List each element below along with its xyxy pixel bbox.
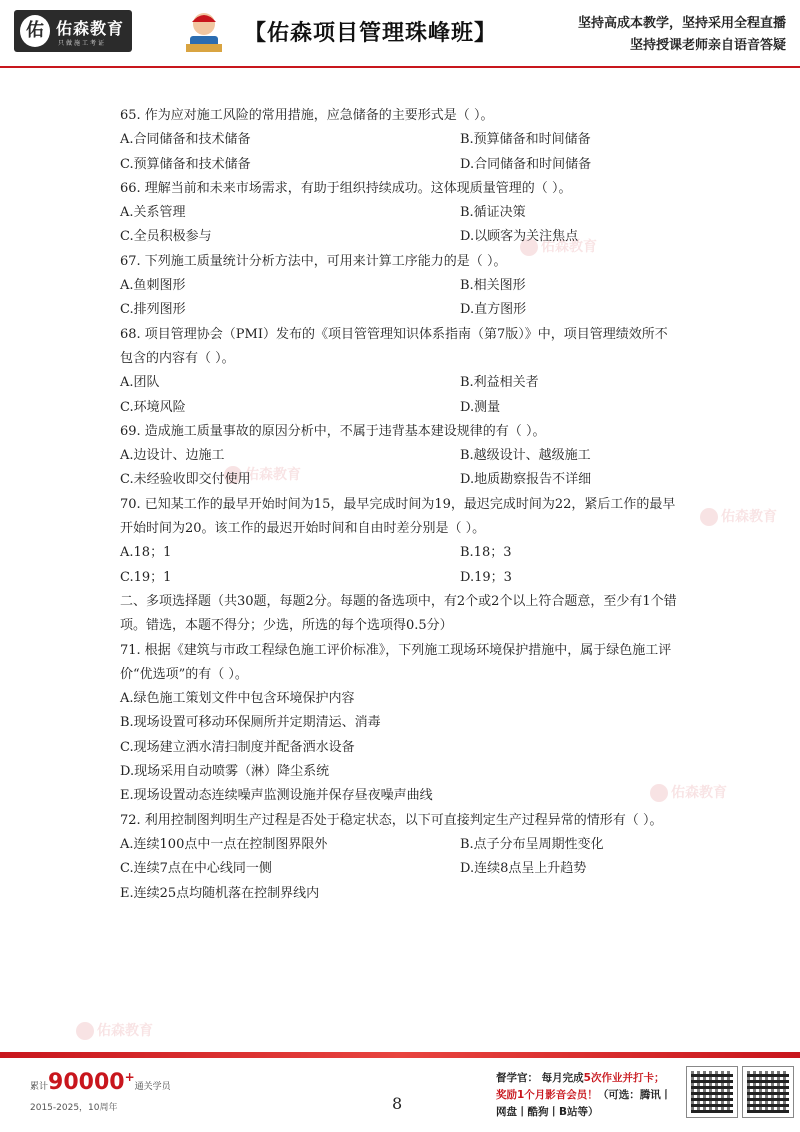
question-71-option-b: B.现场设置可移动环保厕所并定期清运、消毒 xyxy=(120,715,381,731)
footer-stat-plus: + xyxy=(124,1070,135,1084)
watermark: 佑森教育 xyxy=(650,782,727,802)
question-72-options-ab: A.连续100点中一点在控制图界限外 B.点子分布呈周期性变化 xyxy=(120,836,604,852)
question-66-stem: 66. 理解当前和未来市场需求，有助于组织持续成功。这体现质量管理的（ ）。 xyxy=(120,180,572,196)
header-slogan-1: 坚持高成本教学，坚持采用全程直播 xyxy=(577,16,786,31)
qr-code-icon[interactable] xyxy=(742,1066,794,1118)
question-content xyxy=(120,104,680,906)
watermark-logo-icon xyxy=(700,508,718,526)
question-67-options-cd: C.排列图形 D.直方图形 xyxy=(120,302,527,318)
logo-subtext: 只做施工考证 xyxy=(58,40,107,47)
logo-mark-icon: 佑 xyxy=(20,15,50,47)
watermark: 佑森教育 xyxy=(700,506,777,526)
question-71-option-c: C.现场建立洒水清扫制度并配备洒水设备 xyxy=(120,739,355,755)
header-title: 【佑森项目管理珠峰班】 xyxy=(244,21,498,46)
qr-code-icon[interactable] xyxy=(686,1066,738,1118)
footer-stats xyxy=(30,1070,171,1095)
question-68-options-cd: C.环境风险 D.测量 xyxy=(120,399,501,415)
page-number: 8 xyxy=(392,1094,403,1113)
watermark-logo-icon xyxy=(76,1022,94,1040)
brand-logo xyxy=(14,10,132,52)
mascot-icon xyxy=(180,8,228,56)
header-divider xyxy=(0,66,800,68)
question-72-option-e: E.连续25点均随机落在控制界线内 xyxy=(120,885,320,901)
question-65-options-cd: C.预算储备和技术储备 D.合同储备和时间储备 xyxy=(120,156,592,172)
question-72-stem: 72. 利用控制图判明生产过程是否处于稳定状态，以下可直接判定生产过程异常的情形有（ ）。 xyxy=(120,812,663,828)
footer-stat-prefix: 累计 xyxy=(30,1082,49,1092)
footer-stat-suffix: 通关学员 xyxy=(134,1082,171,1092)
section-2-heading: 二、多项选择题（共30题，每题2分。每题的备选项中，有2个或2个以上符合题意，至少有1个错项。错选，本题不得分；少选，所选的每个选项得0.5分） xyxy=(120,593,677,634)
question-69-options-ab: A.边设计、边施工 B.越级设计、越级施工 xyxy=(120,448,591,464)
question-71-option-d: D.现场采用自动喷雾（淋）降尘系统 xyxy=(120,764,330,780)
question-71-stem: 71. 根据《建筑与市政工程绿色施工评价标准》，下列施工现场环境保护措施中，属于绿色施工评价“优选项”的有（ ）。 xyxy=(120,642,672,682)
watermark: 佑森教育 xyxy=(76,1020,153,1040)
question-70-options-cd: C.19；1 D.19；3 xyxy=(120,569,512,585)
footer-promo: 督学官： 每月完成5次作业并打卡； 奖励1个月影音会员！（可选：腾讯丨 网盘丨酷狗丨B站等） xyxy=(496,1072,672,1118)
footer-divider xyxy=(0,1052,800,1058)
question-69-options-cd: C.未经验收即交付使用 D.地质勘察报告不详细 xyxy=(120,472,592,488)
header-slogan-2: 坚持授课老师亲自语音答疑 xyxy=(629,38,786,53)
question-72-options-cd: C.连续7点在中心线同一侧 D.连续8点呈上升趋势 xyxy=(120,861,587,877)
question-68-options-ab: A.团队 B.利益相关者 xyxy=(120,375,539,391)
question-70-options-ab: A.18；1 B.18；3 xyxy=(120,545,512,561)
question-68-stem: 68. 项目管理协会（PMI）发布的《项目管管理知识体系指南（第7版）》中，项目管理绩效所不包含的内容有（ ）。 xyxy=(120,326,668,366)
page-header xyxy=(0,0,800,66)
question-65-stem: 65. 作为应对施工风险的常用措施，应急储备的主要形式是（ ）。 xyxy=(120,108,494,123)
question-70-stem: 70. 已知某工作的最早开始时间为15，最早完成时间为19，最迟完成时间为22，紧后工作的最早开始时间为20。该工作的最迟开始时间和自由时差分别是（ ）。 xyxy=(120,496,676,537)
question-66-options-ab: A.关系管理 B.循证决策 xyxy=(120,205,526,221)
question-66-options-cd: C.全员积极参与 D.以顾客为关注焦点 xyxy=(120,229,579,245)
question-67-stem: 67. 下列施工质量统计分析方法中，可用来计算工序能力的是（ ）。 xyxy=(120,253,507,269)
question-71-option-a: A.绿色施工策划文件中包含环境保护内容 xyxy=(120,691,355,707)
watermark: 佑森教育 xyxy=(224,464,301,484)
question-69-stem: 69. 造成施工质量事故的原因分析中，不属于违背基本建设规律的有（ ）。 xyxy=(120,423,546,439)
logo-text: 佑森教育 xyxy=(56,19,125,38)
footer-stat-number: 90000 xyxy=(48,1070,125,1095)
question-67-options-ab: A.鱼刺图形 B.相关图形 xyxy=(120,278,526,294)
watermark: 佑森教育 xyxy=(520,236,597,256)
question-65-options-ab: A.合同储备和技术储备 B.预算储备和时间储备 xyxy=(120,132,591,148)
footer-years: 2015-2025，10周年 xyxy=(30,1103,118,1113)
question-71-option-e: E.现场设置动态连续噪声监测设施并保存昼夜噪声曲线 xyxy=(120,788,433,804)
